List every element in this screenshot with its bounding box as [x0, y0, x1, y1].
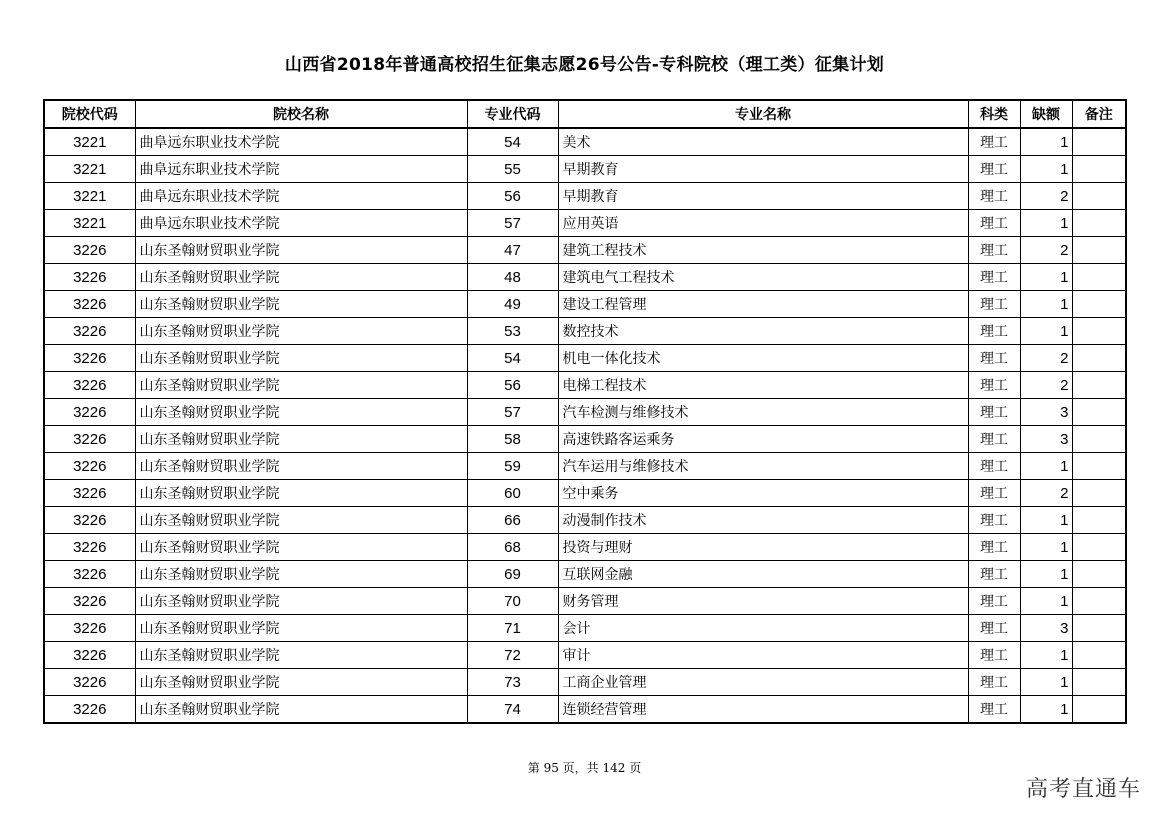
table-row [44, 453, 1126, 480]
cell-category: 理工 [968, 696, 1020, 724]
cell-school-name: 曲阜远东职业技术学院 [135, 210, 467, 237]
cell-vacancy: 2 [1020, 183, 1072, 210]
table-row [44, 561, 1126, 588]
cell-school-code: 3226 [44, 696, 135, 724]
enrollment-plan-table [43, 99, 1127, 724]
cell-major-name: 高速铁路客运乘务 [558, 426, 968, 453]
cell-note [1072, 210, 1126, 237]
watermark-logo: 高考直通车 [1025, 777, 1141, 802]
cell-major-name: 早期教育 [558, 156, 968, 183]
cell-school-name: 山东圣翰财贸职业学院 [135, 237, 467, 264]
cell-school-name: 山东圣翰财贸职业学院 [135, 264, 467, 291]
cell-vacancy: 1 [1020, 156, 1072, 183]
cell-major-code: 71 [467, 615, 558, 642]
cell-category: 理工 [968, 534, 1020, 561]
cell-vacancy: 1 [1020, 453, 1072, 480]
cell-note [1072, 128, 1126, 156]
table-row [44, 183, 1126, 210]
header-school-code: 院校代码 [44, 100, 135, 128]
cell-school-code: 3226 [44, 588, 135, 615]
cell-major-code: 54 [467, 128, 558, 156]
cell-note [1072, 426, 1126, 453]
cell-major-code: 68 [467, 534, 558, 561]
cell-school-name: 曲阜远东职业技术学院 [135, 183, 467, 210]
cell-major-code: 72 [467, 642, 558, 669]
cell-vacancy: 2 [1020, 237, 1072, 264]
cell-vacancy: 3 [1020, 615, 1072, 642]
cell-major-name: 财务管理 [558, 588, 968, 615]
cell-note [1072, 183, 1126, 210]
page-title: 山西省2018年普通高校招生征集志愿26号公告-专科院校（理工类）征集计划 [284, 55, 885, 75]
cell-major-name: 互联网金融 [558, 561, 968, 588]
cell-note [1072, 291, 1126, 318]
cell-note [1072, 588, 1126, 615]
cell-school-code: 3226 [44, 399, 135, 426]
cell-major-name: 机电一体化技术 [558, 345, 968, 372]
cell-category: 理工 [968, 156, 1020, 183]
cell-note [1072, 669, 1126, 696]
cell-note [1072, 156, 1126, 183]
cell-major-code: 59 [467, 453, 558, 480]
cell-note [1072, 507, 1126, 534]
cell-major-name: 连锁经营管理 [558, 696, 968, 724]
cell-school-code: 3221 [44, 183, 135, 210]
cell-vacancy: 3 [1020, 426, 1072, 453]
cell-major-name: 数控技术 [558, 318, 968, 345]
cell-category: 理工 [968, 480, 1020, 507]
cell-school-name: 山东圣翰财贸职业学院 [135, 426, 467, 453]
cell-major-code: 48 [467, 264, 558, 291]
cell-note [1072, 399, 1126, 426]
cell-major-code: 55 [467, 156, 558, 183]
header-major-code: 专业代码 [467, 100, 558, 128]
table-row [44, 426, 1126, 453]
table-row [44, 669, 1126, 696]
cell-category: 理工 [968, 399, 1020, 426]
cell-school-name: 山东圣翰财贸职业学院 [135, 372, 467, 399]
cell-school-code: 3226 [44, 372, 135, 399]
table-row [44, 237, 1126, 264]
cell-school-name: 山东圣翰财贸职业学院 [135, 399, 467, 426]
cell-major-code: 56 [467, 372, 558, 399]
cell-vacancy: 2 [1020, 480, 1072, 507]
cell-vacancy: 1 [1020, 534, 1072, 561]
cell-note [1072, 615, 1126, 642]
cell-category: 理工 [968, 128, 1020, 156]
cell-major-name: 审计 [558, 642, 968, 669]
cell-school-name: 山东圣翰财贸职业学院 [135, 615, 467, 642]
cell-category: 理工 [968, 372, 1020, 399]
cell-note [1072, 345, 1126, 372]
cell-major-code: 57 [467, 399, 558, 426]
cell-major-code: 57 [467, 210, 558, 237]
cell-school-name: 山东圣翰财贸职业学院 [135, 345, 467, 372]
table-row [44, 372, 1126, 399]
table-row [44, 534, 1126, 561]
cell-major-code: 74 [467, 696, 558, 724]
cell-category: 理工 [968, 345, 1020, 372]
cell-school-name: 曲阜远东职业技术学院 [135, 156, 467, 183]
table-row [44, 264, 1126, 291]
table-row [44, 696, 1126, 724]
cell-note [1072, 561, 1126, 588]
cell-major-code: 73 [467, 669, 558, 696]
cell-school-code: 3221 [44, 210, 135, 237]
cell-school-name: 山东圣翰财贸职业学院 [135, 453, 467, 480]
cell-vacancy: 1 [1020, 128, 1072, 156]
cell-category: 理工 [968, 264, 1020, 291]
page-footer: 第 95 页，共 142 页 [527, 761, 642, 775]
cell-major-name: 汽车检测与维修技术 [558, 399, 968, 426]
cell-vacancy: 1 [1020, 507, 1072, 534]
table-row [44, 291, 1126, 318]
cell-major-code: 47 [467, 237, 558, 264]
cell-school-code: 3226 [44, 534, 135, 561]
cell-school-code: 3221 [44, 156, 135, 183]
cell-school-name: 山东圣翰财贸职业学院 [135, 507, 467, 534]
cell-major-name: 动漫制作技术 [558, 507, 968, 534]
cell-school-code: 3221 [44, 128, 135, 156]
cell-school-code: 3226 [44, 453, 135, 480]
cell-school-code: 3226 [44, 480, 135, 507]
cell-category: 理工 [968, 318, 1020, 345]
cell-vacancy: 2 [1020, 372, 1072, 399]
cell-vacancy: 1 [1020, 318, 1072, 345]
cell-major-name: 建设工程管理 [558, 291, 968, 318]
cell-major-name: 建筑电气工程技术 [558, 264, 968, 291]
table-row [44, 507, 1126, 534]
cell-school-name: 山东圣翰财贸职业学院 [135, 534, 467, 561]
cell-major-code: 53 [467, 318, 558, 345]
table-row [44, 128, 1126, 156]
cell-note [1072, 696, 1126, 724]
cell-school-name: 山东圣翰财贸职业学院 [135, 291, 467, 318]
cell-major-name: 投资与理财 [558, 534, 968, 561]
cell-note [1072, 318, 1126, 345]
cell-vacancy: 1 [1020, 561, 1072, 588]
cell-school-code: 3226 [44, 507, 135, 534]
cell-major-name: 美术 [558, 128, 968, 156]
cell-major-code: 58 [467, 426, 558, 453]
cell-major-name: 电梯工程技术 [558, 372, 968, 399]
cell-category: 理工 [968, 561, 1020, 588]
table-row [44, 345, 1126, 372]
cell-category: 理工 [968, 291, 1020, 318]
cell-school-name: 山东圣翰财贸职业学院 [135, 318, 467, 345]
table-row [44, 210, 1126, 237]
table-row [44, 318, 1126, 345]
cell-school-code: 3226 [44, 615, 135, 642]
header-major-name: 专业名称 [558, 100, 968, 128]
cell-major-code: 69 [467, 561, 558, 588]
cell-school-name: 山东圣翰财贸职业学院 [135, 561, 467, 588]
cell-vacancy: 1 [1020, 669, 1072, 696]
cell-major-code: 56 [467, 183, 558, 210]
cell-major-name: 应用英语 [558, 210, 968, 237]
cell-school-code: 3226 [44, 237, 135, 264]
cell-school-code: 3226 [44, 561, 135, 588]
cell-school-code: 3226 [44, 669, 135, 696]
cell-school-name: 山东圣翰财贸职业学院 [135, 642, 467, 669]
cell-major-name: 汽车运用与维修技术 [558, 453, 968, 480]
header-note: 备注 [1072, 100, 1126, 128]
cell-vacancy: 1 [1020, 696, 1072, 724]
cell-note [1072, 237, 1126, 264]
cell-category: 理工 [968, 615, 1020, 642]
table-header-row [44, 100, 1126, 128]
cell-vacancy: 1 [1020, 588, 1072, 615]
cell-category: 理工 [968, 588, 1020, 615]
cell-note [1072, 372, 1126, 399]
cell-vacancy: 3 [1020, 399, 1072, 426]
cell-vacancy: 2 [1020, 345, 1072, 372]
cell-category: 理工 [968, 453, 1020, 480]
cell-major-name: 建筑工程技术 [558, 237, 968, 264]
cell-major-name: 早期教育 [558, 183, 968, 210]
cell-vacancy: 1 [1020, 210, 1072, 237]
cell-school-code: 3226 [44, 426, 135, 453]
cell-note [1072, 480, 1126, 507]
cell-major-name: 工商企业管理 [558, 669, 968, 696]
cell-major-name: 空中乘务 [558, 480, 968, 507]
table-row [44, 156, 1126, 183]
cell-school-code: 3226 [44, 345, 135, 372]
table-row [44, 399, 1126, 426]
table-row [44, 588, 1126, 615]
cell-note [1072, 534, 1126, 561]
header-vacancy: 缺额 [1020, 100, 1072, 128]
header-school-name: 院校名称 [135, 100, 467, 128]
cell-school-name: 山东圣翰财贸职业学院 [135, 588, 467, 615]
cell-school-name: 山东圣翰财贸职业学院 [135, 480, 467, 507]
cell-school-code: 3226 [44, 318, 135, 345]
cell-major-code: 54 [467, 345, 558, 372]
cell-category: 理工 [968, 507, 1020, 534]
cell-vacancy: 1 [1020, 264, 1072, 291]
cell-major-code: 70 [467, 588, 558, 615]
cell-school-name: 山东圣翰财贸职业学院 [135, 669, 467, 696]
table-row [44, 615, 1126, 642]
cell-category: 理工 [968, 183, 1020, 210]
cell-major-code: 60 [467, 480, 558, 507]
table-row [44, 642, 1126, 669]
cell-vacancy: 1 [1020, 291, 1072, 318]
cell-note [1072, 264, 1126, 291]
cell-major-code: 49 [467, 291, 558, 318]
cell-note [1072, 642, 1126, 669]
cell-school-code: 3226 [44, 642, 135, 669]
table-body [44, 128, 1126, 723]
cell-category: 理工 [968, 210, 1020, 237]
cell-school-name: 曲阜远东职业技术学院 [135, 128, 467, 156]
header-category: 科类 [968, 100, 1020, 128]
cell-school-name: 山东圣翰财贸职业学院 [135, 696, 467, 724]
cell-vacancy: 1 [1020, 642, 1072, 669]
table-row [44, 480, 1126, 507]
cell-major-name: 会计 [558, 615, 968, 642]
cell-category: 理工 [968, 642, 1020, 669]
cell-category: 理工 [968, 426, 1020, 453]
cell-school-code: 3226 [44, 291, 135, 318]
cell-category: 理工 [968, 669, 1020, 696]
cell-note [1072, 453, 1126, 480]
cell-school-code: 3226 [44, 264, 135, 291]
cell-category: 理工 [968, 237, 1020, 264]
cell-major-code: 66 [467, 507, 558, 534]
